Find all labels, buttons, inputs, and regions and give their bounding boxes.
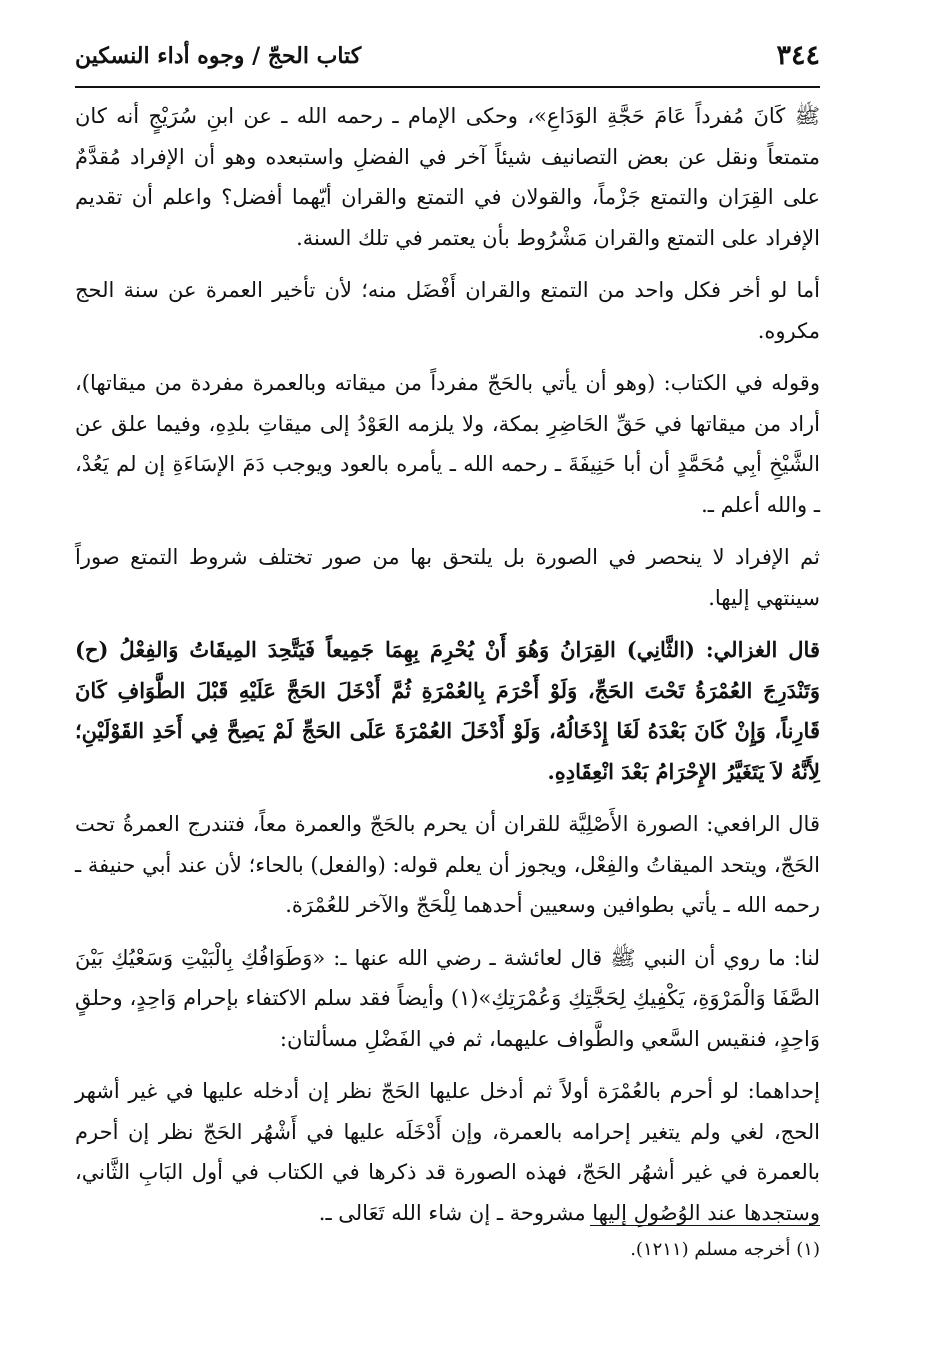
running-title: كتاب الحجّ / وجوه أداء النسكين bbox=[75, 43, 362, 69]
ghazali-quote-paragraph: قال الغزالي: (الثَّانِي) القِرَانُ وَهُوَ أَنْ يُحْرِمَ بِهِمَا جَمِيعاً فَيَتَّحِدَ المِيقَاتُ وَالفِعْلُ (ح) وَتَنْدَرِجَ العُمْرَةُ تَحْتَ الحَجِّ، وَلَوْ أَحْرَمَ بِالعُمْرَةِ ثُمَّ أَدْخَلَ الحَجَّ عَلَيْهِ قَبْلَ الطَّوَافِ كَانَ قَارِناً، وَإِنْ كَانَ بَعْدَهُ لَغَا إِدْخَالُهُ، وَلَوْ أَدْخَلَ العُمْرَةَ عَلَى الحَجِّ لَمْ يَصِحَّ فِي أَحَدِ القَوْلَيْنِ؛ لِأَنَّهُ لاَ يَتَغَيَّرُ الإِحْرَامُ بَعْدَ انْعِقَادِهِ. bbox=[75, 637, 820, 784]
paragraph: قال الرافعي: الصورة الأَصْلِيَّة للقران أن يحرم بالحَجّ والعمرة معاً، فتندرج العمرةُ تحت الحَجّ، ويتحد الميقاتُ والفِعْل، ويجوز أن يعلم قوله: (والفعل) بالحاء؛ لأن عند أبي حنيفة ـ رحمه الله ـ يأتي بطوافين وسعيين أحدهما لِلْحَجّ والآخر للعُمْرَة. bbox=[75, 812, 820, 917]
paragraph: ثم الإفراد لا ينحصر في الصورة بل يلتحق بها من صور تختلف شروط التمتع صوراً سينتهي إليها. bbox=[75, 545, 820, 610]
page-number: ٣٤٤ bbox=[776, 40, 820, 71]
paragraph: لنا: ما روي أن النبي ﷺ قال لعائشة ـ رضي الله عنها ـ: «وَطَوَافُكِ بِالْبَيْتِ وَسَعْيُكِ بَيْنَ الصَّفَا وَالْمَرْوَةِ، يَكْفِيكِ لِحَجَّتِكِ وَعُمْرَتِكِ»(١) وأيضاً فقد سلم الاكتفاء بإحرام وَاحِدٍ، وحلقٍ وَاحِدٍ، فنقيس السَّعي والطَّواف عليهما، ثم في الفَضْلِ مسألتان: bbox=[75, 945, 820, 1051]
page-header bbox=[75, 38, 820, 78]
paragraph: ﷺ كَانَ مُفرداً عَامَ حَجَّةِ الوَدَاعِ»، وحكى الإمام ـ رحمه الله ـ عن ابنِ سُرَيْجٍ أنه كان متمتعاً ونقل عن بعض التصانيف شيئاً آخر في الفضلِ واستبعده وهو أن الإفراد مُقدَّمٌ على القِرَان والتمتع جَزْماً، والقولان في التمتع والقران أيّهما أفضل؟ واعلم أن تقديم الإفراد على التمتع والقران مَشْرُوط بأن يعتمر في تلك السنة. bbox=[75, 104, 820, 250]
body-text bbox=[75, 96, 820, 1245]
paragraph: إحداهما: لو أحرم بالعُمْرَة أولاً ثم أدخل عليها الحَجّ نظر إن أدخله عليها في غير أشهر الحج، لغي ولم يتغير إحرامه بالعمرة، وإن أَدْخَلَه عليها في أَشْهُر الحَجّ نظر إن أحرم بالعمرة في غير أشهُر الحَجّ، فهذه الصورة قد ذكرها في الكتاب في أول البَابِ الثَّاني، وستجدها عند الوُصُولِ إليها مشروحة ـ إن شاء الله تَعَالى ـ. bbox=[75, 1079, 820, 1225]
paragraph: وقوله في الكتاب: (وهو أن يأتي بالحَجّ مفرداً من ميقاته وبالعمرة مفردة من ميقاتها)، أراد من ميقاتها في حَقِّ الحَاضِرِ بمكة، ولا يلزمه العَوْدُ إلى ميقاتِ بلدِهِ، وفيما علق عن الشَّيْخِ أبِي مُحَمَّدٍ أن أبا حَنِيفَةَ ـ رحمه الله ـ يأمره بالعود ويوجب دَمَ الإسَاءَةِ إن لم يَعُدْ، ـ والله أعلم ـ. bbox=[75, 371, 820, 517]
paragraph: أما لو أخر فكل واحد من التمتع والقران أَفْضَل منه؛ لأن تأخير العمرة عن سنة الحج مكروه. bbox=[75, 278, 820, 343]
footnote-rule bbox=[590, 1225, 820, 1226]
header-rule bbox=[75, 86, 820, 88]
footnote: (١) أخرجه مسلم (١٢١١). bbox=[630, 1239, 820, 1260]
